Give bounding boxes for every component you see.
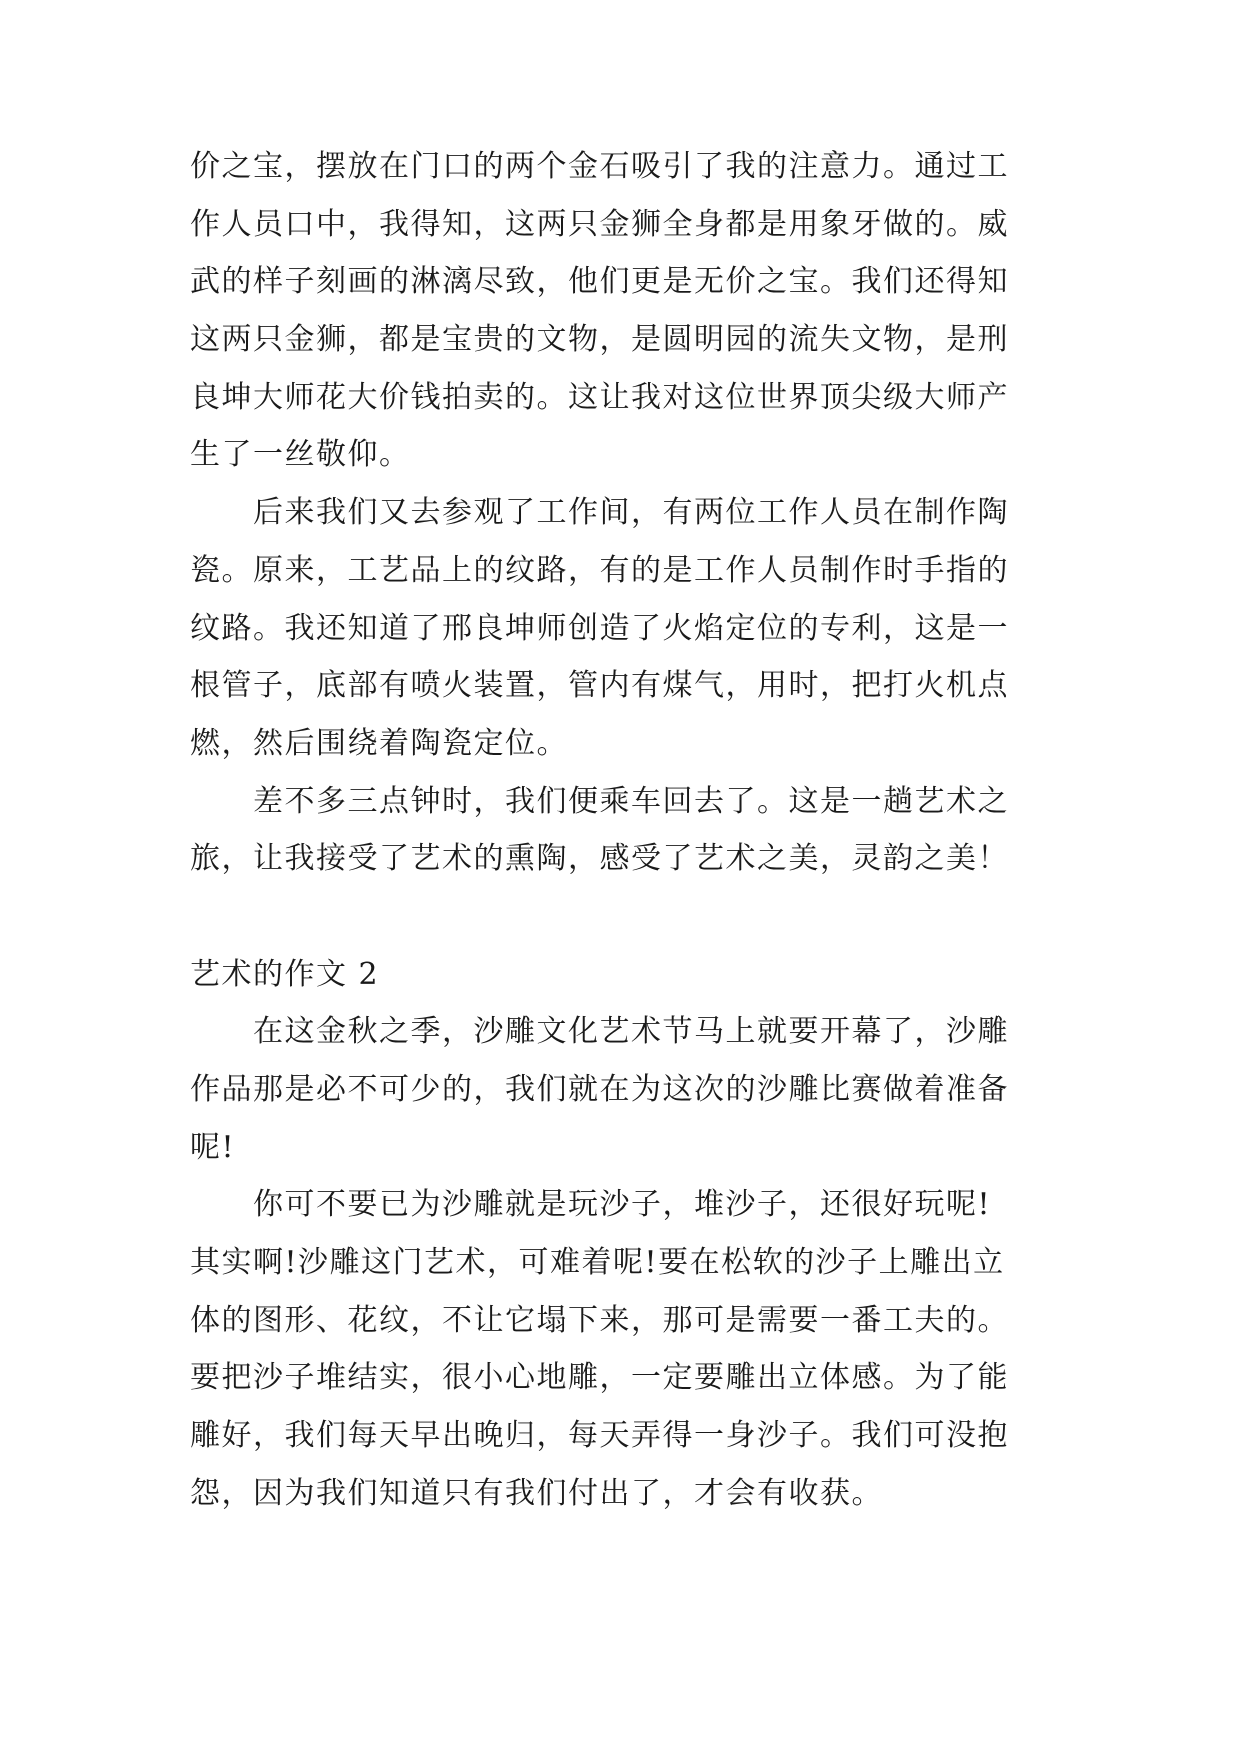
text-line: 纹路。我还知道了邢良坤师创造了火焰定位的专利，这是一	[190, 610, 1009, 646]
text-line: 燃，然后围绕着陶瓷定位。	[190, 725, 568, 761]
text-line: 旅，让我接受了艺术的熏陶，感受了艺术之美，灵韵之美！	[190, 841, 1009, 877]
text-line: 价之宝，摆放在门口的两个金石吸引了我的注意力。通过工	[190, 149, 1009, 184]
section-spacer	[190, 888, 1070, 946]
paragraph-sand-sculpting	[190, 1176, 1070, 1522]
text-line: 怨，因为我们知道只有我们付出了，才会有收获。	[190, 1475, 883, 1511]
document-body	[190, 138, 1070, 1523]
text-line: 差不多三点钟时，我们便乘车回去了。这是一趟艺术之	[253, 783, 1009, 819]
text-line: 雕好，我们每天早出晚归，每天弄得一身沙子。我们可没抱	[190, 1418, 1009, 1454]
paragraph-sand-festival	[190, 1003, 1070, 1176]
text-line: 其实啊!沙雕这门艺术，可难着呢!要在松软的沙子上雕出立	[190, 1245, 1005, 1281]
text-line: 要把沙子堆结实，很小心地雕，一定要雕出立体感。为了能	[190, 1360, 1009, 1396]
text-line: 作品那是必不可少的，我们就在为这次的沙雕比赛做着准备	[190, 1072, 1009, 1107]
text-line: 武的样子刻画的淋漓尽致，他们更是无价之宝。我们还得知	[190, 264, 1009, 300]
text-line: 体的图形、花纹，不让它塌下来，那可是需要一番工夫的。	[190, 1302, 1009, 1338]
text-line: 根管子，底部有喷火装置，管内有煤气，用时，把打火机点	[190, 668, 1009, 704]
text-line: 这两只金狮，都是宝贵的文物，是圆明园的流失文物，是刑	[190, 322, 1009, 358]
paragraph-workshop	[190, 484, 1070, 772]
paragraph-return	[190, 773, 1070, 888]
section-title: 艺术的作文 2	[190, 956, 380, 992]
text-line: 良坤大师花大价钱拍卖的。这让我对这位世界顶尖级大师产	[190, 379, 1009, 415]
text-line: 后来我们又去参观了工作间，有两位工作人员在制作陶	[253, 495, 1009, 531]
paragraph-golden-lions	[190, 138, 1070, 484]
text-line: 呢!	[190, 1129, 236, 1165]
text-line: 作人员口中，我得知，这两只金狮全身都是用象牙做的。威	[190, 206, 1009, 242]
text-line: 你可不要已为沙雕就是玩沙子，堆沙子，还很好玩呢!	[253, 1187, 992, 1223]
text-line: 瓷。原来，工艺品上的纹路，有的是工作人员制作时手指的	[190, 552, 1009, 588]
text-line: 在这金秋之季，沙雕文化艺术节马上就要开幕了，沙雕	[253, 1014, 1009, 1050]
text-line: 生了一丝敬仰。	[190, 437, 411, 473]
